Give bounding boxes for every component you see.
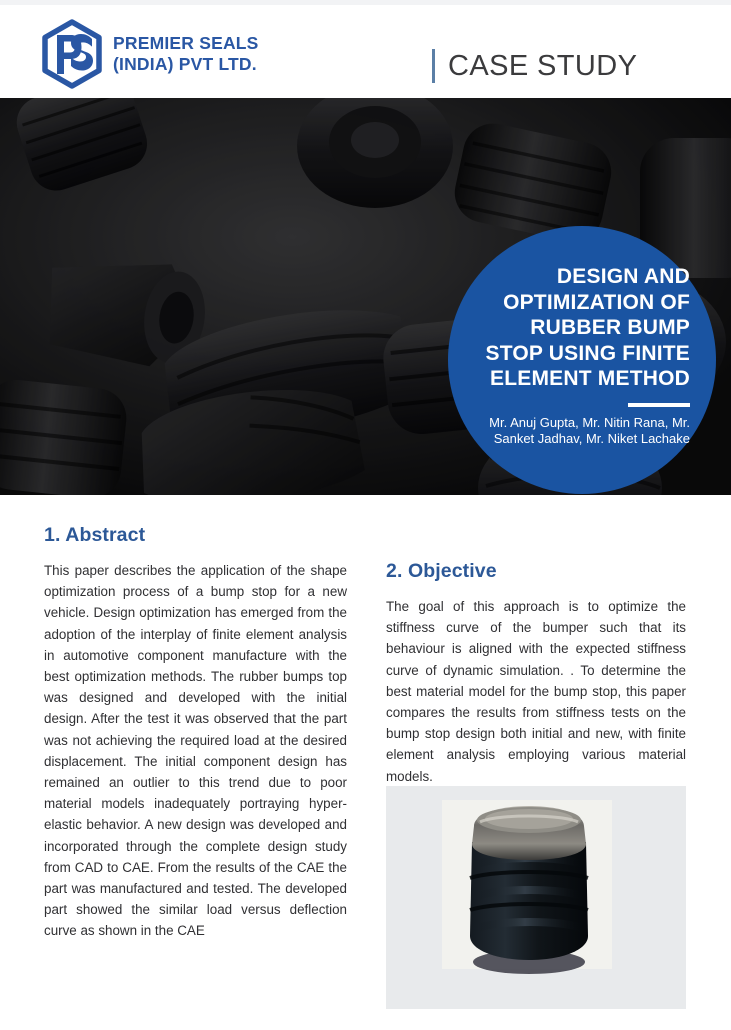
company-logo	[40, 19, 259, 89]
page-header	[0, 5, 731, 95]
report-title: DESIGN AND OPTIMIZATION OF RUBBER BUMP STOP USING FINITE ELEMENT METHOD	[485, 265, 690, 390]
title-divider-rule	[628, 403, 690, 407]
objective-section	[386, 560, 686, 787]
bump-stop-product-photo	[386, 786, 686, 1009]
vertical-accent-bar	[432, 49, 435, 83]
author-list: Mr. Anuj Gupta, Mr. Nitin Rana, Mr. Sanket Jadhav, Mr. Niket Lachake	[489, 414, 690, 446]
abstract-section	[44, 524, 347, 942]
company-name	[113, 33, 259, 75]
title-badge-circle	[448, 226, 716, 494]
company-name-line2: (INDIA) PVT LTD.	[113, 54, 257, 74]
ps-hexagon-logo-icon	[40, 19, 104, 89]
document-type-label	[432, 49, 637, 83]
company-name-line1: PREMIER SEALS	[113, 33, 259, 53]
objective-heading: 2. Objective	[386, 560, 497, 582]
case-study-text: CASE STUDY	[448, 49, 638, 82]
abstract-heading: 1. Abstract	[44, 524, 146, 546]
objective-body: The goal of this approach is to optimize the stiffness curve of the bumper such that its behaviour is aligned with the expected stiffness curve of dynamic simulation. . To determine the best material model for the bump stop, this paper compares the results from stiffness tests on the bump stop design both initial and new, with finite element analysis employing various material models.	[386, 599, 686, 784]
abstract-body: This paper describes the application of the shape optimization process of a bump stop for a new vehicle. Design optimization has emerged from the adoption of the interplay of finite element analysis in automotive component manufacture with the best optimization methods. The rubber bumps top was designed and developed with the initial design. After the test it was observed that the part was not achieving the required load at the desired displacement. The initial component design has remained an outlier to this trend due to poor material models inadequately portraying hyper-elastic behavior. A new design was developed and incorporated through the complete design study from CAD to CAE. From the results of the CAE the part was manufactured and tested. The developed part showed the similar load versus deflection curve as shown in the CAE	[44, 563, 347, 939]
